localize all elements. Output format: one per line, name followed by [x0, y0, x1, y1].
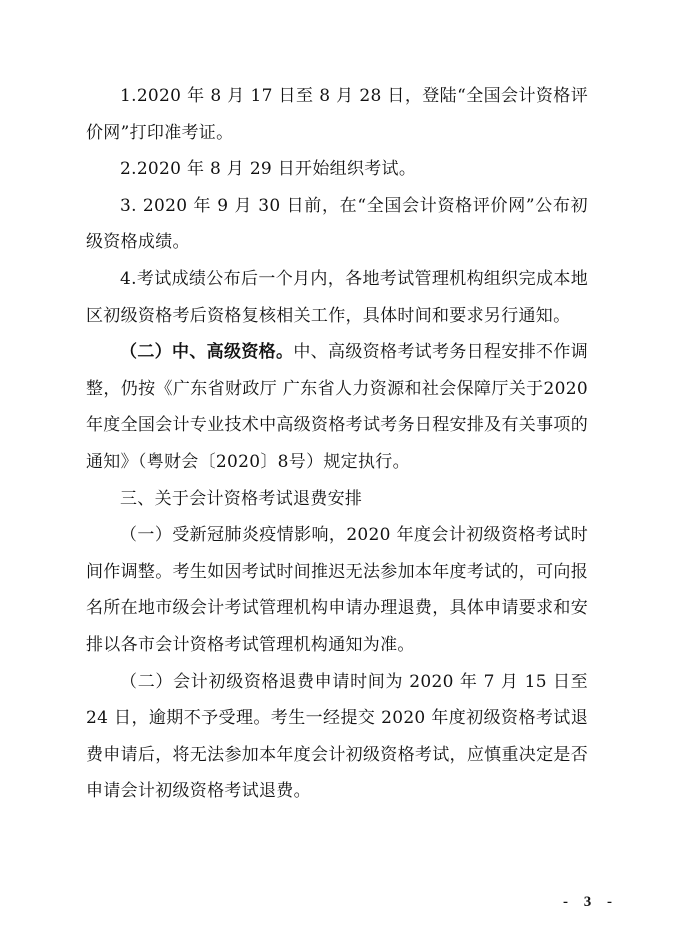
page-number: - 3 -: [563, 894, 618, 910]
document-body: [86, 78, 588, 810]
paragraph-5-lead: （二）中、高级资格。: [120, 342, 294, 363]
paragraph-2: 2.2020 年 8 月 29 日开始组织考试。: [120, 159, 417, 180]
paragraph-5: [86, 334, 588, 480]
paragraph-5-text: 中、高级资格考试考务日程安排不作调整，仍按《广东省财政厅 广东省人力资源和社会保障厅关于2020年度全国会计专业技术中高级资格考试考务日程安排及有关事项的通知》（粤财会〔2020〕8号）规定执行。: [86, 342, 588, 472]
paragraph-8: （二）会计初级资格退费申请时间为 2020 年 7 月 15 日至24 日，逾期不予受理。考生一经提交 2020 年度初级资格考试退费申请后，将无法参加本年度会计初级资格考试，应慎重决定是否申请会计初级资格考试退费。: [86, 671, 588, 802]
paragraph-3: 3. 2020 年 9 月 30 日前，在“全国会计资格评价网”公布初级资格成绩。: [86, 195, 588, 253]
paragraph-4: 4.考试成绩公布后一个月内，各地考试管理机构组织完成本地区初级资格考后资格复核相关工作，具体时间和要求另行通知。: [86, 268, 588, 326]
paragraph-7: （一）受新冠肺炎疫情影响，2020 年度会计初级资格考试时间作调整。考生如因考试时间推迟无法参加本年度考试的，可向报名所在地市级会计考试管理机构申请办理退费，具体申请要求和安排以各市会计资格考试管理机构通知为准。: [86, 525, 588, 655]
section-heading-3: 三、关于会计资格考试退费安排: [120, 488, 363, 509]
paragraph-1: 1.2020 年 8 月 17 日至 8 月 28 日，登陆“全国会计资格评价网”打印准考证。: [86, 86, 588, 143]
